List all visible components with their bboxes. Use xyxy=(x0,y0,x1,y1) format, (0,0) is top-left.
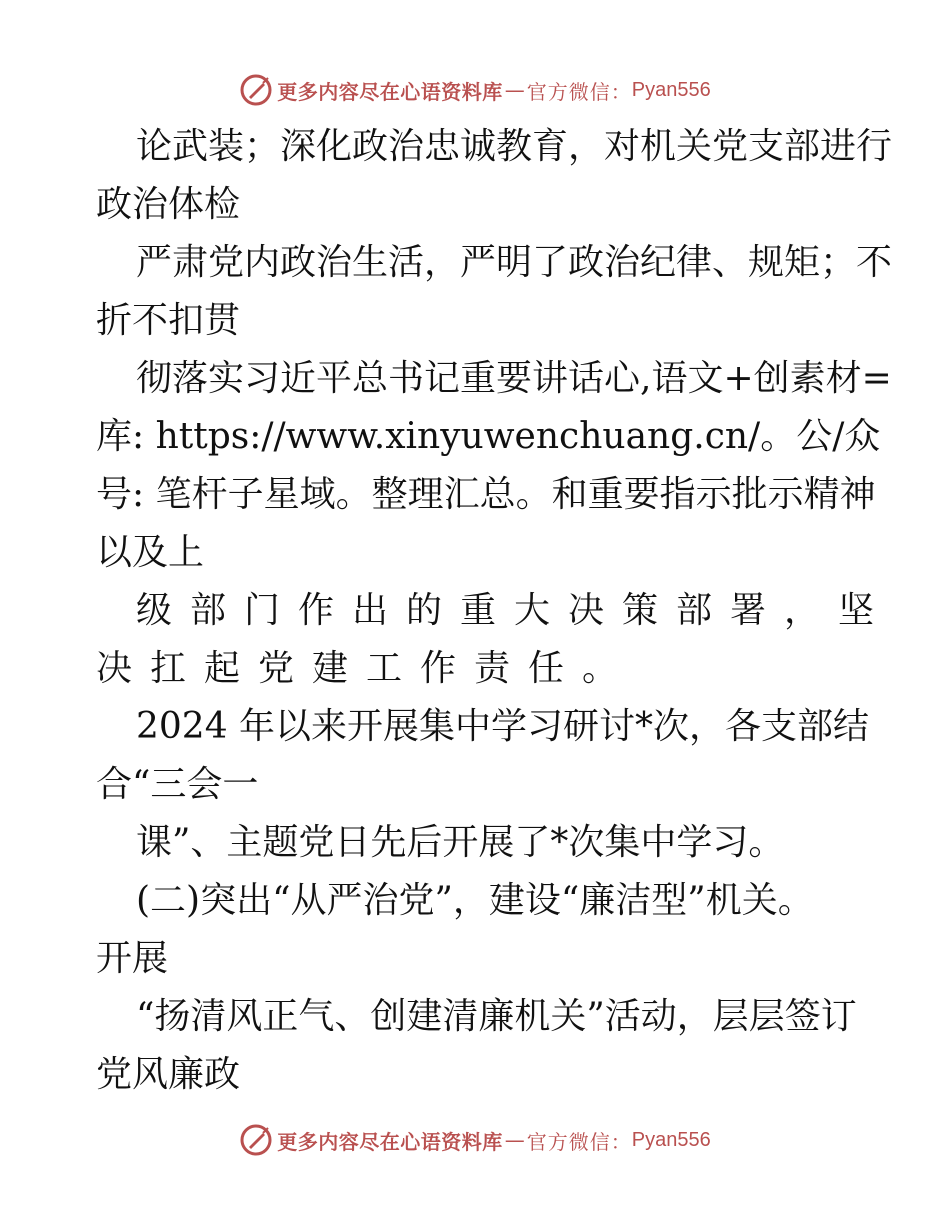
text-line: 决扛起党建工作责任。 xyxy=(96,648,637,689)
document-body xyxy=(96,118,893,1104)
quill-pen-logo-icon xyxy=(239,73,273,107)
watermark-brand: 更多内容尽在心语资料库 xyxy=(277,79,503,104)
text-line: 课”、主题党日先后开展了*次集中学习。 xyxy=(136,822,785,863)
text-line: 政治体检 xyxy=(96,184,241,225)
text-line: 严肃党内政治生活，严明了政治纪律、规矩；不 xyxy=(136,242,893,283)
text-line: 2024 年以来开展集中学习研讨*次，各支部结 xyxy=(136,706,870,747)
watermark-header xyxy=(0,70,950,110)
watermark-separator: — xyxy=(504,1128,525,1152)
text-line: 以及上 xyxy=(96,532,205,573)
text-line: 论武装；深化政治忠诚教育，对机关党支部进行 xyxy=(136,126,893,167)
text-line: “扬清风正气、创建清廉机关”活动，层层签订 xyxy=(136,996,857,1037)
text-line: 合“三会一 xyxy=(96,764,259,805)
watermark-wechat-label: 官方微信： xyxy=(526,1129,632,1154)
text-line: 彻落实习近平总书记重要讲话心,语文+创素材= xyxy=(136,358,892,399)
watermark-wechat-id: Pyan556 xyxy=(631,78,711,101)
text-line: 开展 xyxy=(96,938,169,979)
text-line: 级部门作出的重大决策部署，坚 xyxy=(136,590,893,631)
watermark-wechat-label: 官方微信： xyxy=(526,79,632,104)
watermark-separator: — xyxy=(504,78,525,102)
text-line: 党风廉政 xyxy=(96,1054,241,1095)
text-line: 号: 笔杆子星域。整理汇总。和重要指示批示精神 xyxy=(96,474,876,515)
text-line: 折不扣贯 xyxy=(96,300,241,341)
watermark-footer xyxy=(0,1120,950,1160)
text-line: 库: https://www.xinyuwenchuang.cn/。公/众 xyxy=(96,416,881,457)
quill-pen-logo-icon xyxy=(239,1123,273,1157)
text-line: (二)突出“从严治党”，建设“廉洁型”机关。 xyxy=(136,880,814,921)
watermark-wechat-id: Pyan556 xyxy=(631,1128,711,1151)
watermark-brand: 更多内容尽在心语资料库 xyxy=(277,1129,503,1154)
